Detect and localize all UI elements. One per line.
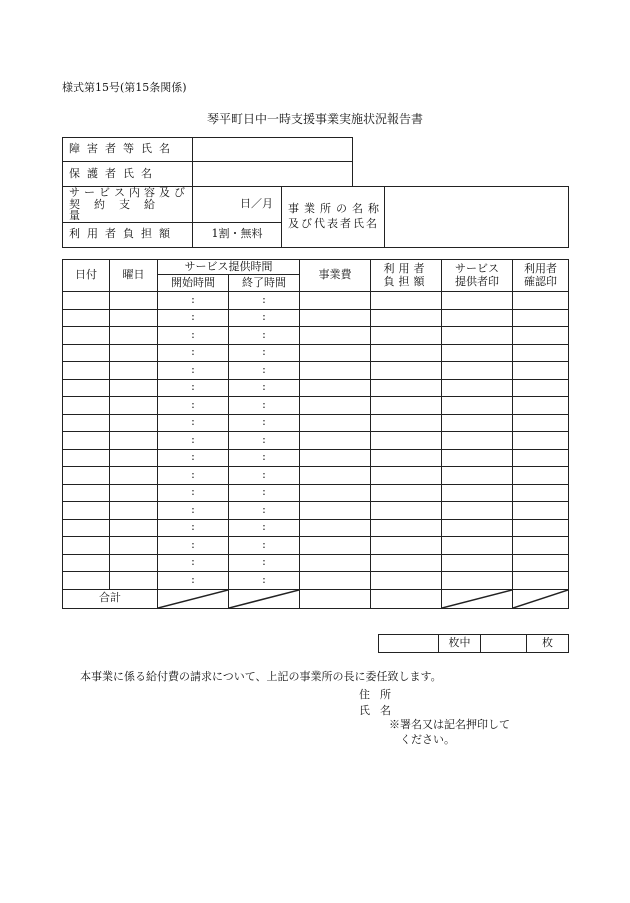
weekday-cell[interactable] [110,379,158,397]
end-time-cell[interactable] [229,309,300,327]
start-time-cell[interactable] [158,344,229,362]
total-confirm-slash [513,589,569,608]
time-separator: : [262,327,266,341]
end-time-cell[interactable] [229,537,300,555]
table-row [63,467,569,485]
time-separator: : [191,555,195,569]
disabled-name-field[interactable] [193,138,353,162]
user-confirm-cell[interactable] [513,414,569,432]
user-confirm-cell[interactable] [513,502,569,520]
service-label-line2: 契約支給量 [69,197,169,223]
end-time-cell[interactable] [229,327,300,345]
table-row [63,502,569,520]
time-separator: : [262,555,266,569]
user-confirm-cell[interactable] [513,292,569,310]
table-row [63,484,569,502]
end-time-cell[interactable] [229,467,300,485]
date-cell[interactable] [63,502,110,520]
burden-cell[interactable] [371,449,442,467]
time-separator: : [191,327,195,341]
burden-cell[interactable] [371,344,442,362]
total-end-slash [229,589,300,608]
time-separator: : [191,450,195,464]
end-time-cell[interactable] [229,432,300,450]
provider-seal-cell[interactable] [442,414,513,432]
weekday-cell[interactable] [110,309,158,327]
table-row [63,554,569,572]
cost-cell[interactable] [300,432,371,450]
date-cell[interactable] [63,572,110,590]
time-separator: : [191,345,195,359]
provider-seal-cell[interactable] [442,362,513,380]
user-confirm-cell[interactable] [513,554,569,572]
provider-seal-cell[interactable] [442,327,513,345]
date-cell[interactable] [63,327,110,345]
col-start-time: 開始時間 [158,275,229,292]
provider-seal-cell[interactable] [442,379,513,397]
signature-note-line2: ください。 [400,733,455,746]
cost-cell[interactable] [300,397,371,415]
start-time-cell[interactable] [158,554,229,572]
date-cell[interactable] [63,414,110,432]
table-row [63,309,569,327]
time-separator: : [262,380,266,394]
burden-cell[interactable] [371,379,442,397]
date-cell[interactable] [63,379,110,397]
start-time-cell[interactable] [158,537,229,555]
time-separator: : [191,362,195,376]
burden-cell[interactable] [371,484,442,502]
user-confirm-cell[interactable] [513,537,569,555]
time-separator: : [262,415,266,429]
burden-cell[interactable] [371,414,442,432]
date-cell[interactable] [63,432,110,450]
start-time-cell[interactable] [158,309,229,327]
signature-note-line1: ※署名又は記名押印して [389,718,510,731]
table-row [63,379,569,397]
page-title: 琴平町日中一時支援事業実施状況報告書 [206,112,423,126]
provider-seal-cell[interactable] [442,449,513,467]
office-label-line2: 及び代表者氏名 [288,216,379,230]
time-separator: : [191,292,195,306]
burden-value[interactable]: 1割・無料 [193,222,282,247]
start-time-cell[interactable] [158,397,229,415]
end-time-cell[interactable] [229,519,300,537]
cost-cell[interactable] [300,484,371,502]
burden-cell[interactable] [371,292,442,310]
name-field[interactable] [400,700,560,716]
weekday-cell[interactable] [110,292,158,310]
office-label-line1: 事業所の名称 [288,201,384,215]
time-separator: : [262,502,266,516]
date-cell[interactable] [63,362,110,380]
sheet-current-field[interactable] [379,635,439,653]
table-row [63,397,569,415]
end-time-cell[interactable] [229,397,300,415]
name-label: 氏名 [359,704,401,717]
weekday-cell[interactable] [110,537,158,555]
service-info-table [62,186,569,248]
weekday-cell[interactable] [110,572,158,590]
date-cell[interactable] [63,292,110,310]
service-unit: 日／月 [240,197,273,210]
guardian-name-field[interactable] [193,162,353,187]
time-separator: : [262,537,266,551]
office-label [282,187,385,248]
start-time-cell[interactable] [158,362,229,380]
time-separator: : [191,380,195,394]
burden-cell[interactable] [371,502,442,520]
col-confirm-line1: 利用者 [524,261,557,275]
col-service-time: サービス提供時間 [158,260,300,275]
provider-seal-cell[interactable] [442,432,513,450]
provider-seal-cell[interactable] [442,467,513,485]
end-time-cell[interactable] [229,449,300,467]
weekday-cell[interactable] [110,502,158,520]
end-time-cell[interactable] [229,344,300,362]
table-row [63,519,569,537]
provider-seal-cell[interactable] [442,554,513,572]
col-date: 日付 [63,260,110,292]
burden-cell[interactable] [371,519,442,537]
col-burden-line2: 負担額 [383,274,429,288]
user-confirm-cell[interactable] [513,572,569,590]
user-confirm-cell[interactable] [513,344,569,362]
time-separator: : [191,415,195,429]
table-row [63,432,569,450]
time-separator: : [191,310,195,324]
weekday-cell[interactable] [110,467,158,485]
time-separator: : [262,345,266,359]
time-separator: : [262,520,266,534]
user-confirm-cell[interactable] [513,484,569,502]
office-name-field[interactable] [385,187,569,248]
burden-cell[interactable] [371,309,442,327]
weekday-cell[interactable] [110,432,158,450]
provider-seal-cell[interactable] [442,309,513,327]
service-label-line1: サービス内容及び [69,186,189,199]
user-confirm-cell[interactable] [513,467,569,485]
time-separator: : [191,485,195,499]
date-cell[interactable] [63,484,110,502]
table-row [63,292,569,310]
disabled-name-label: 障害者等氏名 [63,138,193,162]
end-time-cell[interactable] [229,502,300,520]
col-provider-line2: 提供者印 [455,274,499,288]
burden-cell[interactable] [371,432,442,450]
end-time-cell[interactable] [229,554,300,572]
date-cell[interactable] [63,554,110,572]
provider-seal-cell[interactable] [442,344,513,362]
time-separator: : [191,432,195,446]
start-time-cell[interactable] [158,327,229,345]
date-cell[interactable] [63,449,110,467]
cost-cell[interactable] [300,309,371,327]
time-separator: : [262,397,266,411]
col-confirm-line2: 確認印 [524,274,557,288]
cost-cell[interactable] [300,554,371,572]
cost-cell[interactable] [300,327,371,345]
provider-seal-cell[interactable] [442,292,513,310]
user-confirm-cell[interactable] [513,327,569,345]
time-separator: : [262,432,266,446]
cost-cell[interactable] [300,292,371,310]
person-info-table [62,137,353,187]
weekday-cell[interactable] [110,484,158,502]
service-record-table [62,259,569,609]
time-separator: : [191,572,195,586]
provider-seal-cell[interactable] [442,397,513,415]
total-start-slash [158,589,229,608]
end-time-cell[interactable] [229,379,300,397]
time-separator: : [262,362,266,376]
weekday-cell[interactable] [110,344,158,362]
provider-seal-cell[interactable] [442,537,513,555]
start-time-cell[interactable] [158,379,229,397]
date-cell[interactable] [63,467,110,485]
end-time-cell[interactable] [229,292,300,310]
end-time-cell[interactable] [229,484,300,502]
provider-seal-cell[interactable] [442,572,513,590]
form-number: 様式第15号(第15条関係) [62,81,187,94]
table-row [63,414,569,432]
col-burden-line1: 利用者 [383,261,429,275]
table-row [63,537,569,555]
burden-cell[interactable] [371,554,442,572]
table-row [63,327,569,345]
time-separator: : [262,485,266,499]
time-separator: : [191,537,195,551]
start-time-cell[interactable] [158,484,229,502]
cost-cell[interactable] [300,344,371,362]
table-row [63,449,569,467]
start-time-cell[interactable] [158,572,229,590]
col-end-time: 終了時間 [229,275,300,292]
address-field[interactable] [400,684,560,700]
burden-cell[interactable] [371,362,442,380]
weekday-cell[interactable] [110,449,158,467]
cost-cell[interactable] [300,414,371,432]
sheet-middle-label: 枚中 [439,635,481,653]
date-cell[interactable] [63,309,110,327]
user-confirm-cell[interactable] [513,397,569,415]
burden-cell[interactable] [371,467,442,485]
provider-seal-cell[interactable] [442,519,513,537]
col-burden [371,260,442,292]
provider-seal-cell[interactable] [442,502,513,520]
total-cost-field[interactable] [300,589,371,608]
time-separator: : [191,502,195,516]
user-confirm-cell[interactable] [513,519,569,537]
time-separator: : [191,397,195,411]
start-time-cell[interactable] [158,432,229,450]
weekday-cell[interactable] [110,327,158,345]
burden-label: 利用者負担額 [63,222,193,247]
weekday-cell[interactable] [110,554,158,572]
time-separator: : [191,467,195,481]
delegation-statement: 本事業に係る給付費の請求について、上記の事業所の長に委任致します。 [80,670,442,683]
address-label: 住所 [359,688,401,701]
start-time-cell[interactable] [158,467,229,485]
time-separator: : [262,292,266,306]
col-provider-line1: サービス [455,261,499,275]
burden-cell[interactable] [371,572,442,590]
sheet-count-box [378,634,569,653]
start-time-cell[interactable] [158,292,229,310]
time-separator: : [262,467,266,481]
time-separator: : [191,520,195,534]
cost-cell[interactable] [300,502,371,520]
date-cell[interactable] [63,537,110,555]
total-provider-slash [442,589,513,608]
service-amount-field[interactable] [193,187,282,223]
weekday-cell[interactable] [110,414,158,432]
cost-cell[interactable] [300,362,371,380]
table-row [63,362,569,380]
weekday-cell[interactable] [110,397,158,415]
burden-cell[interactable] [371,397,442,415]
start-time-cell[interactable] [158,449,229,467]
weekday-cell[interactable] [110,519,158,537]
end-time-cell[interactable] [229,362,300,380]
burden-cell[interactable] [371,537,442,555]
provider-seal-cell[interactable] [442,484,513,502]
table-row [63,344,569,362]
user-confirm-cell[interactable] [513,309,569,327]
user-confirm-cell[interactable] [513,432,569,450]
time-separator: : [262,572,266,586]
cost-cell[interactable] [300,572,371,590]
col-user-confirm [513,260,569,292]
cost-cell[interactable] [300,519,371,537]
guardian-name-label: 保護者氏名 [63,162,193,187]
date-cell[interactable] [63,344,110,362]
date-cell[interactable] [63,519,110,537]
col-cost: 事業費 [300,260,371,292]
end-time-cell[interactable] [229,572,300,590]
cost-cell[interactable] [300,379,371,397]
burden-cell[interactable] [371,327,442,345]
time-separator: : [262,450,266,464]
start-time-cell[interactable] [158,414,229,432]
sheet-total-field[interactable] [481,635,527,653]
user-confirm-cell[interactable] [513,449,569,467]
user-confirm-cell[interactable] [513,362,569,380]
end-time-cell[interactable] [229,414,300,432]
start-time-cell[interactable] [158,519,229,537]
total-label: 合計 [63,589,158,608]
col-provider-seal [442,260,513,292]
total-burden-field[interactable] [371,589,442,608]
col-weekday: 曜日 [110,260,158,292]
table-row [63,572,569,590]
cost-cell[interactable] [300,537,371,555]
weekday-cell[interactable] [110,362,158,380]
date-cell[interactable] [63,397,110,415]
start-time-cell[interactable] [158,502,229,520]
user-confirm-cell[interactable] [513,379,569,397]
total-row [63,589,569,608]
time-separator: : [262,310,266,324]
cost-cell[interactable] [300,467,371,485]
sheet-end-label: 枚 [527,635,569,653]
cost-cell[interactable] [300,449,371,467]
